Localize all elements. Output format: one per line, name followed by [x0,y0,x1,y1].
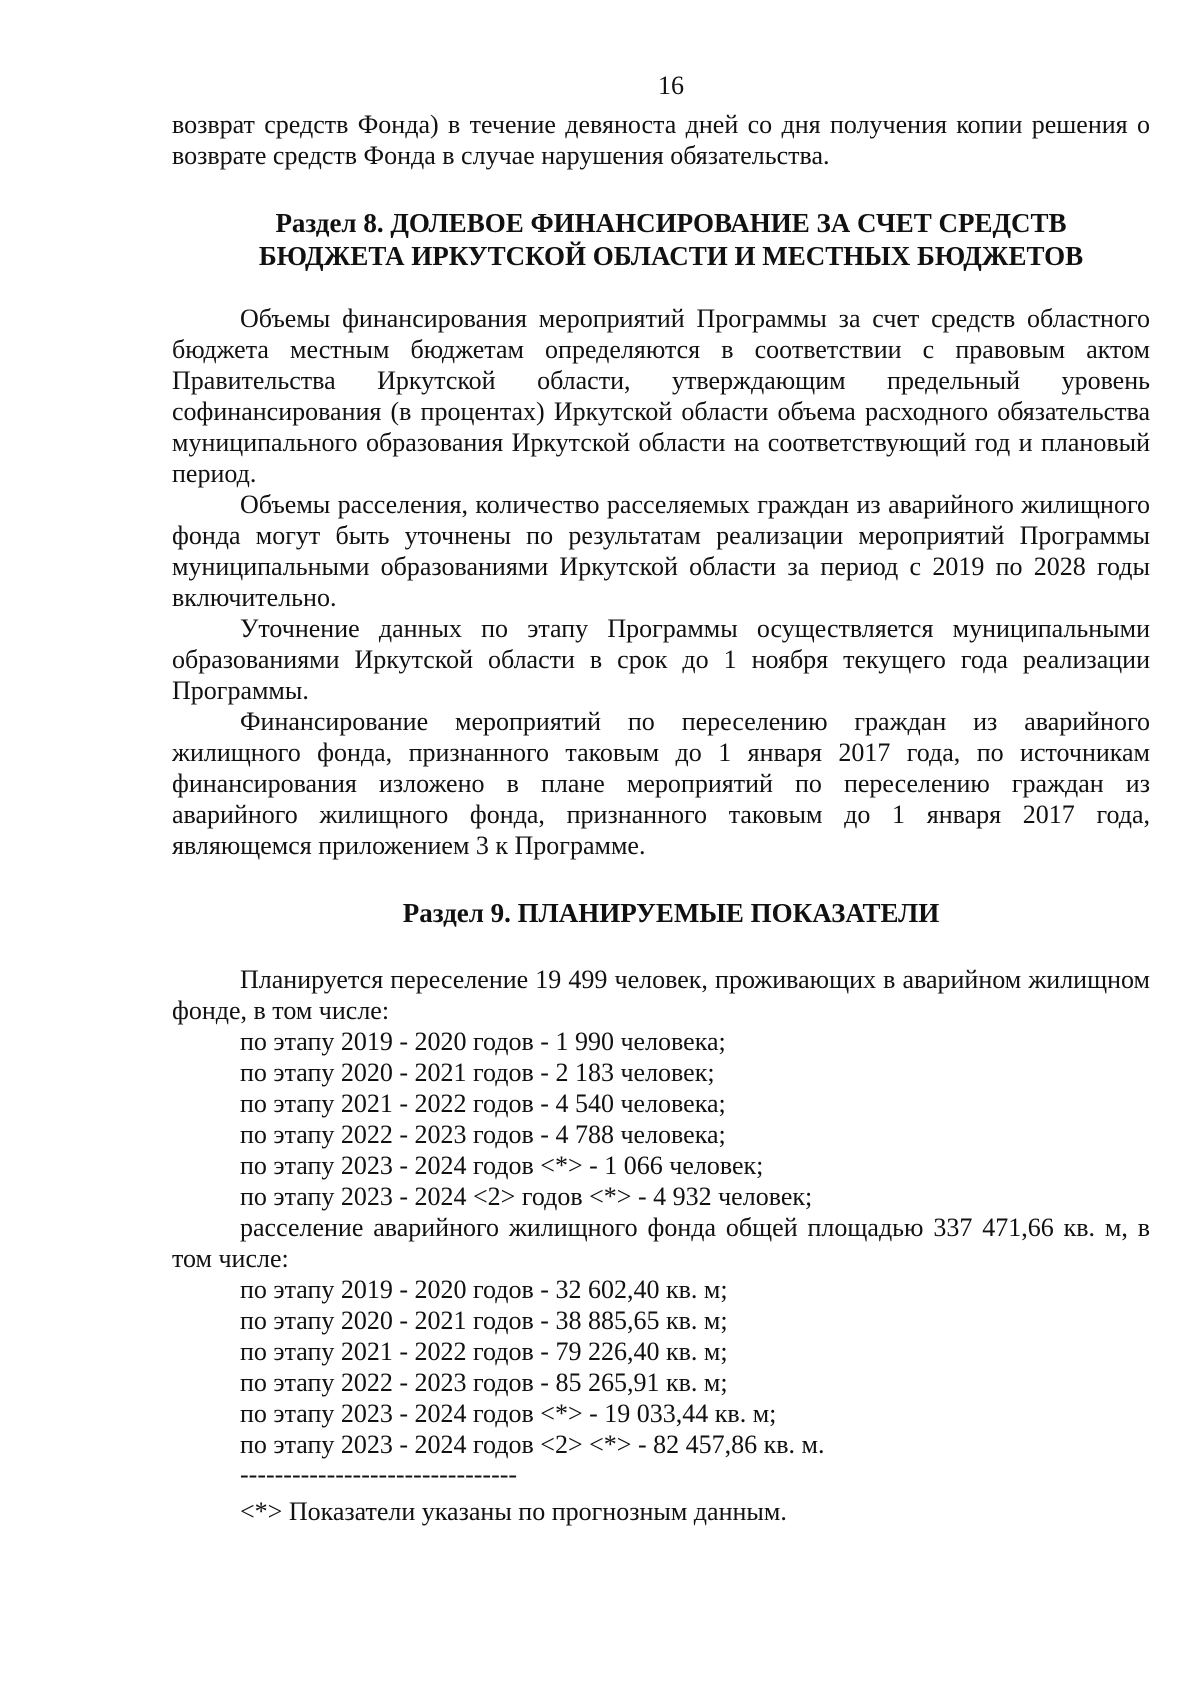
section-8-heading [172,207,1150,273]
list-item: по этапу 2022 - 2023 годов - 85 265,91 кв. м; [240,1368,728,1397]
section-8-paragraph-1: Объемы финансирования мероприятий Программы за счет средств областного бюджета местным бюджетам определяются в соответствии с правовым актом Правительства Иркутской области, утверждающим предельный уровень софинансирования (в процентах) Иркутской области объема расходного обязательства муниципального образования Иркутской области на соответствующий год и плановый период. [172,304,1150,488]
list-item: по этапу 2020 - 2021 годов - 38 885,65 кв. м; [240,1306,728,1335]
section-8-title-line-1: Раздел 8. ДОЛЕВОЕ ФИНАНСИРОВАНИЕ ЗА СЧЕТ СРЕДСТВ [275,208,1067,238]
list-item: по этапу 2021 - 2022 годов - 4 540 человека; [240,1089,726,1118]
list-item: по этапу 2022 - 2023 годов - 4 788 человека; [240,1120,726,1149]
list-item: по этапу 2023 - 2024 годов <*> - 1 066 человек; [240,1151,764,1180]
list-item: по этапу 2019 - 2020 годов - 32 602,40 кв. м; [240,1275,728,1304]
section-9-heading [172,897,1150,930]
section-9-title: Раздел 9. ПЛАНИРУЕМЫЕ ПОКАЗАТЕЛИ [402,898,940,928]
list-item: по этапу 2023 - 2024 годов <2> <*> - 82 457,86 кв. м. [240,1430,825,1459]
footnote: <*> Показатели указаны по прогнозным данным. [240,1497,787,1526]
section-8-paragraph-4: Финансирование мероприятий по переселению граждан из аварийного жилищного фонда, признанного таковым до 1 января 2017 года, по источникам финансирования изложено в плане мероприятий по переселению граждан из аварийного жилищного фонда, признанного таковым до 1 января 2017 года, являющемся приложением 3 к Программе. [172,707,1150,860]
section-8-title-line-2: БЮДЖЕТА ИРКУТСКОЙ ОБЛАСТИ И МЕСТНЫХ БЮДЖЕТОВ [258,241,1084,271]
list-item: по этапу 2023 - 2024 <2> годов <*> - 4 932 человек; [240,1182,813,1211]
document-page [172,70,1150,1527]
area-intro: расселение аварийного жилищного фонда общей площадью 337 471,66 кв. м, в том числе: [172,1213,1150,1273]
list-item: по этапу 2023 - 2024 годов <*> - 19 033,44 кв. м; [240,1399,777,1428]
footnote-separator: -------------------------------- [240,1462,518,1488]
section-8-paragraph-2: Объемы расселения, количество расселяемых граждан из аварийного жилищного фонда могут быть уточнены по результатам реализации мероприятий Программы муниципальными образованиями Иркутской области за период с 2019 по 2028 годы включительно. [172,490,1150,612]
area-stage-list [172,1274,1150,1460]
list-item: по этапу 2020 - 2021 годов - 2 183 человек; [240,1058,715,1087]
list-item: по этапу 2021 - 2022 годов - 79 226,40 кв. м; [240,1337,728,1366]
people-stage-list [172,1026,1150,1212]
list-item: по этапу 2019 - 2020 годов - 1 990 человека; [240,1027,726,1056]
section-9-intro: Планируется переселение 19 499 человек, проживающих в аварийном жилищном фонде, в том числе: [172,965,1150,1025]
section-8-paragraph-3: Уточнение данных по этапу Программы осуществляется муниципальными образованиями Иркутской области в срок до 1 ноября текущего года реализации Программы. [172,614,1150,705]
continuation-paragraph: возврат средств Фонда) в течение девяноста дней со дня получения копии решения о возврате средств Фонда в случае нарушения обязательства. [172,110,1150,170]
page-number: 16 [658,71,684,100]
